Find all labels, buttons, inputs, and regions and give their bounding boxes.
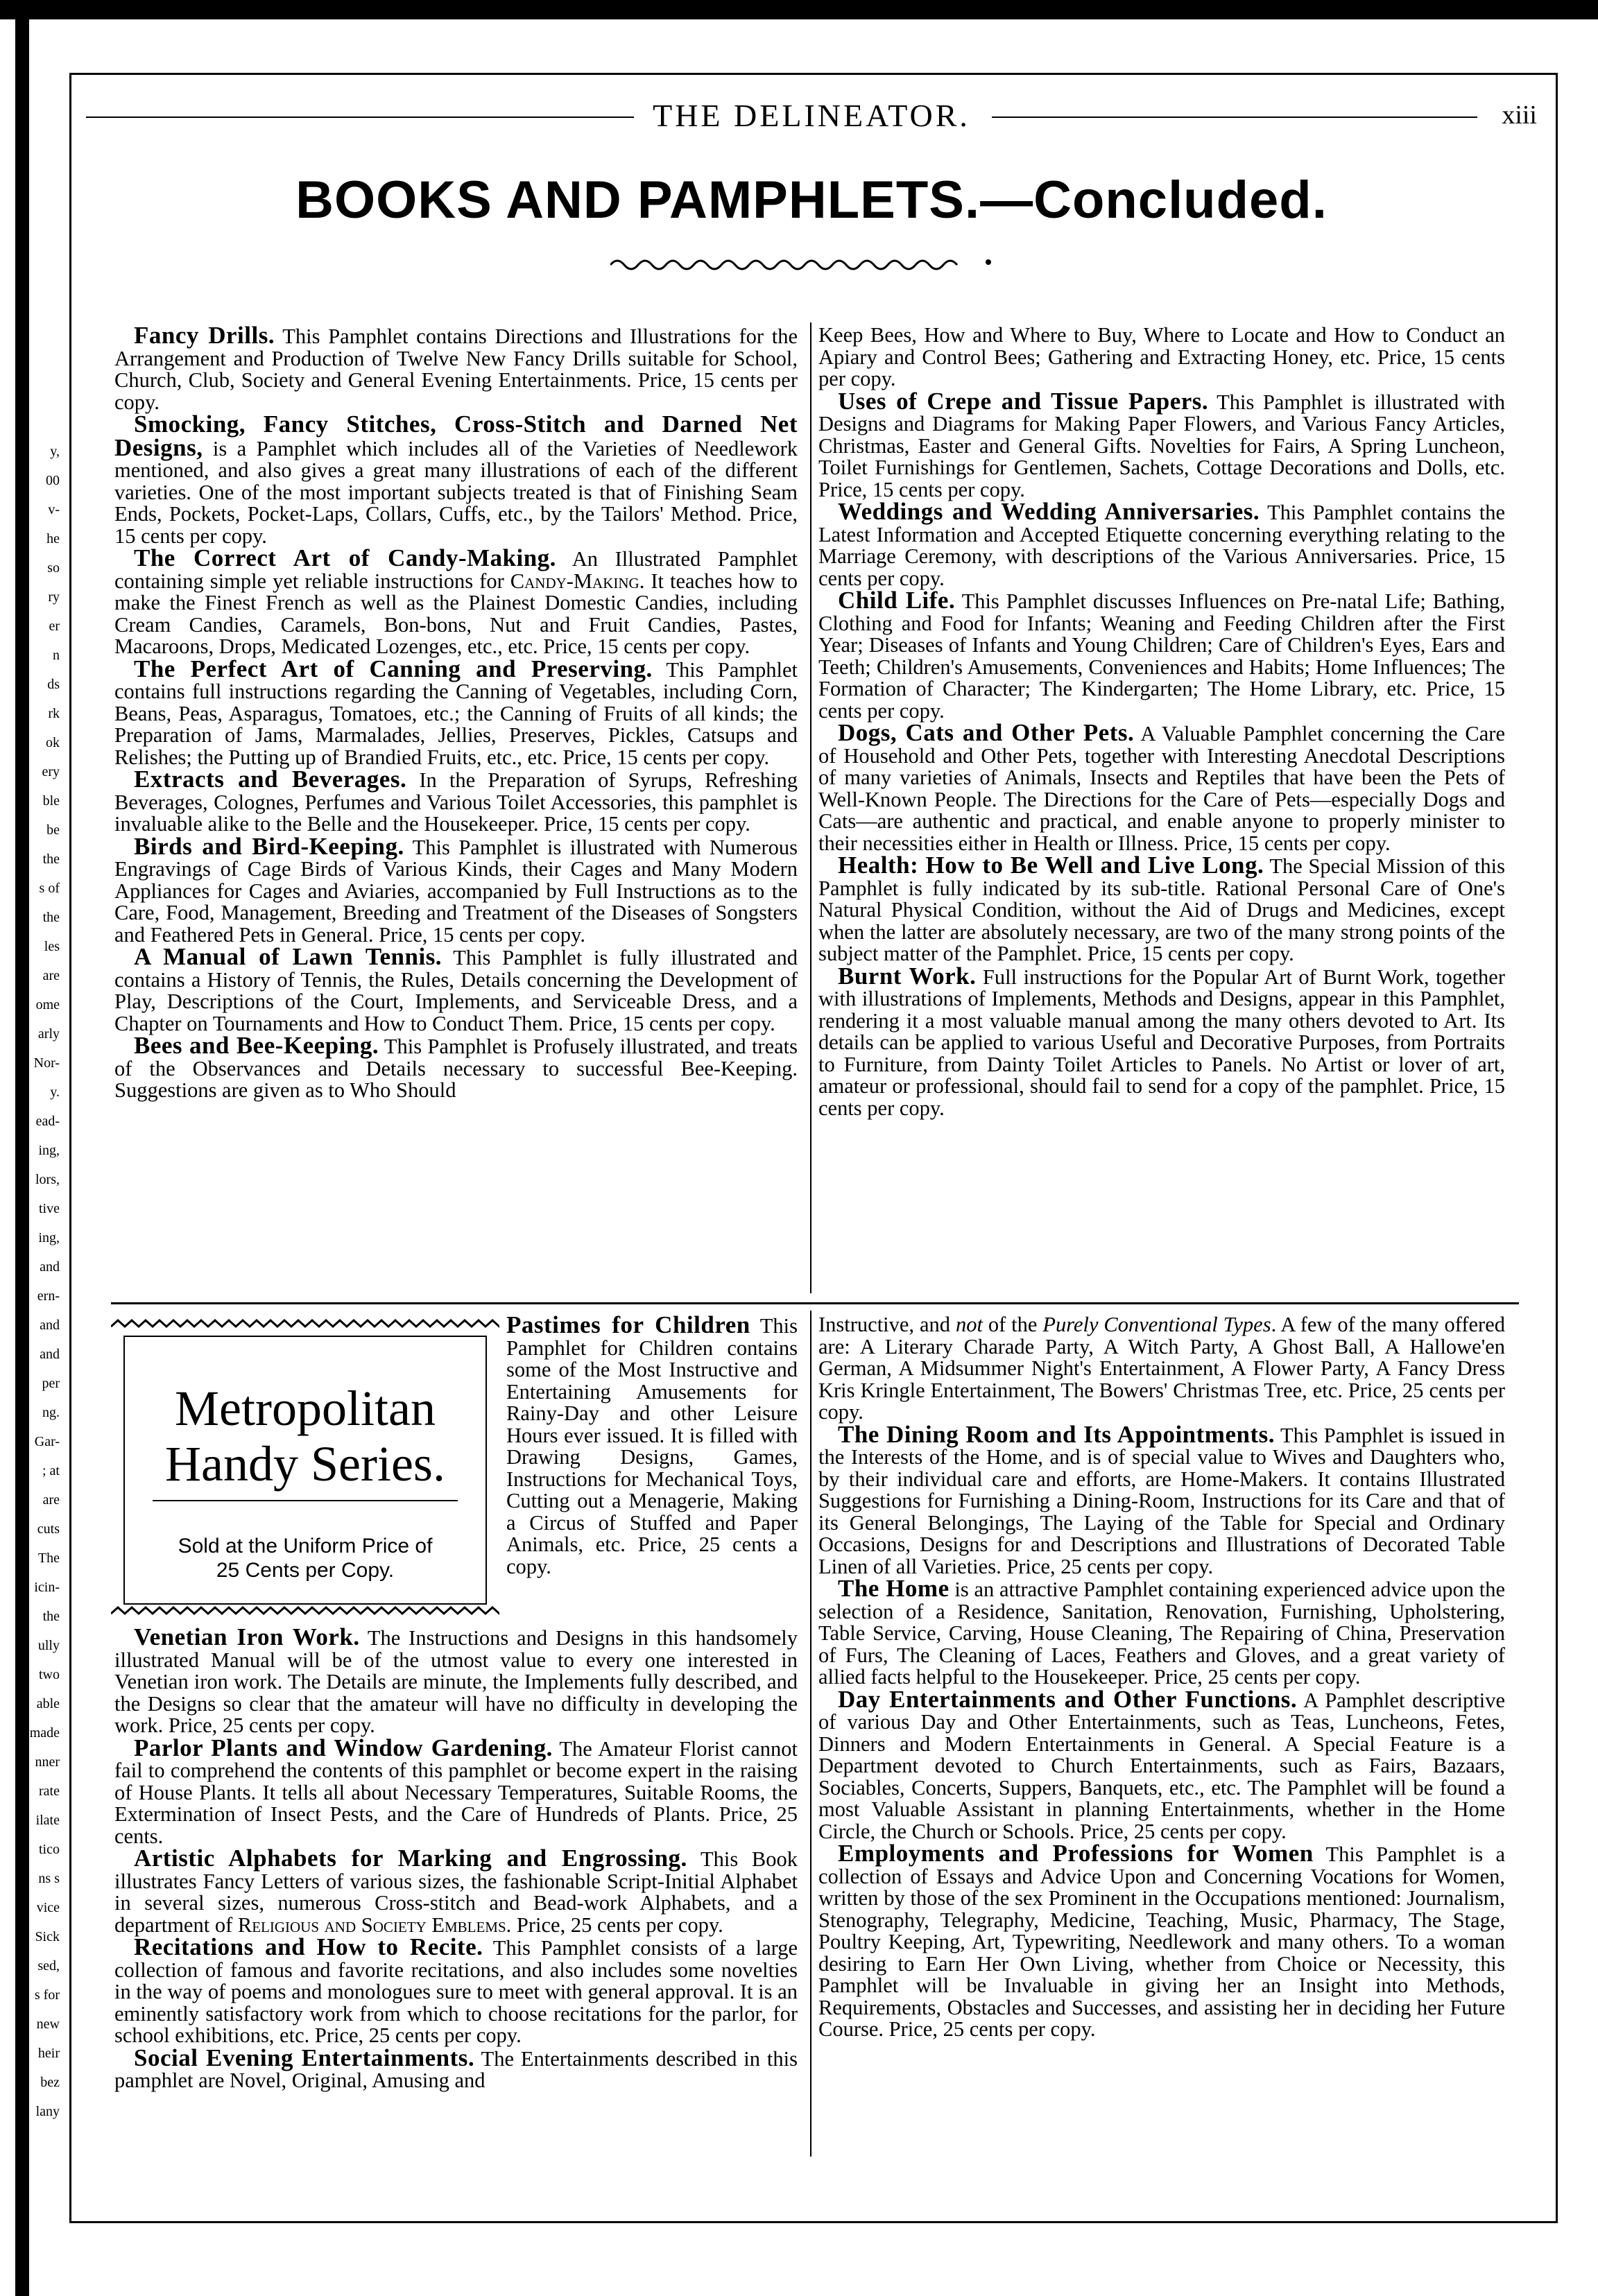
article-title: Fancy Drills.	[134, 322, 275, 349]
gutter-fragment: les	[44, 939, 60, 954]
article-title: The Dining Room and Its Appointments.	[838, 1420, 1275, 1448]
article-body: A Valuable Pamphlet concerning the Care of Household and Other Pets, together with Interesting Anecdotal Descriptions of many varieties of Animals, Insects and Reptiles that have been the Pets of Well-Known People. The Directions for the Care of Pets—especially Dogs and Cats—are authentic and practical, and enable anyone to properly minister to their necessities either in Health or Illness. Price, 15 cents per copy.	[818, 722, 1505, 855]
gutter-fragment: the	[42, 852, 60, 867]
article-entry	[114, 413, 798, 547]
gutter-fragment: Gar-	[34, 1434, 60, 1449]
gutter-fragment: ully	[37, 1638, 60, 1653]
pastimes-title: Pastimes for Children	[506, 1311, 750, 1338]
promo-underline	[153, 1500, 458, 1501]
article-entry	[114, 2044, 798, 2092]
promo-border-bottom	[111, 1606, 499, 1621]
article-body: An Illustrated Pamphlet containing simple yet reliable instructions for	[114, 547, 798, 593]
running-header	[69, 90, 1554, 146]
article-body: This Pamphlet is illustrated with Designs and Diagrams for Making Paper Flowers, and Various Fancy Articles, Christmas, Easter and General Gifts. Novelties for Fairs, A Spring Luncheon, Toilet Furnishings for Gentlemen, Sachets, Cottage Decorations and Dolls, etc. Price, 15 cents per copy.	[818, 390, 1505, 501]
gutter-fragment: rk	[48, 706, 60, 721]
gutter-fragment: icin-	[34, 1580, 60, 1595]
article-body: The Special Mission of this Pamphlet is fully indicated by its sub-title. Rational Personal Care of One's Natural Physical Condition, without the Aid of Drugs and Medicines, except when the latter are absolutely necessary, are two of the many strong points of the subject matter of the Pamphlet. Price, 15 cents per copy.	[818, 854, 1505, 965]
gutter-fragment: tive	[39, 1201, 60, 1216]
gutter-fragment: s for	[34, 1987, 60, 2003]
promo-price-line1: Sold at the Uniform Price of	[178, 1535, 433, 1557]
promo-title-line1: Metropolitan	[175, 1381, 436, 1436]
gutter-fragment: ome	[35, 997, 60, 1012]
article-entry	[818, 498, 1505, 590]
article-entry	[818, 589, 1505, 722]
article-body: Keep Bees, How and Where to Buy, Where to Locate and How to Conduct an Apiary and Control Bees; Gathering and Extracting Honey, etc. Price, 15 cents per copy.	[818, 323, 1505, 390]
article-title: Burnt Work.	[838, 962, 977, 990]
gutter-fragment: be	[46, 822, 60, 838]
gutter-fragment: vice	[36, 1900, 60, 1915]
article-entry	[114, 1847, 798, 1936]
gutter-fragment: ds	[47, 677, 60, 692]
article-entry	[114, 655, 798, 769]
article-body: Full instructions for the Popular Art of Burnt Work, together with illustrations of Implements, Methods and Designs, appear in this Pamphlet, rendering it a most valuable manual among the many others devoted to Art. Its details can be applied to various Useful and Decorative Purposes, from Portraits to Furniture, from Dainty Toilet Articles to Panels. No Artist or lover of art, amateur or professional, should fail to send for a copy of the pamphlet. Price, 15 cents per copy.	[818, 965, 1505, 1120]
article-entry	[114, 768, 798, 836]
article-entry	[818, 1842, 1505, 2041]
page-number: xiii	[1502, 101, 1537, 130]
article-body: is a Pamphlet which includes all of the Varieties of Needlework mentioned, and also gives a great many illustrations of each of the different varieties. One of the most important subjects treated is that of Finishing Seam Ends, Pockets, Pocket-Laps, Collars, Cuffs, etc., by the Tailors' Method. Price, 15 cents per copy.	[114, 436, 798, 548]
gutter-fragment: new	[36, 2017, 60, 2032]
gutter-fragment: per	[42, 1376, 60, 1391]
gutter-fragment: s of	[39, 881, 60, 896]
gutter-fragment: ing,	[38, 1143, 60, 1158]
article-body: This Book illustrates Fancy Letters of various sizes, the fashionable Script-Initial Alphabet in several sizes, numerous Cross-stitch and Bead-work Alphabets, and a department of	[114, 1847, 798, 1937]
promo-price-line2: 25 Cents per Copy.	[216, 1559, 395, 1582]
article-title: The Correct Art of Candy-Making.	[134, 544, 556, 571]
article-body: A Pamphlet descriptive of various Day and Other Entertainments, such as Teas, Luncheons, Fetes, Dinners and Modern Entertainments in General. A Special Feature is a Department devoted to Church Entertainments, such as Fairs, Bazaars, Sociables, Concerts, Suppers, Banquets, etc., etc. The Pamphlet will be found a most Valuable Assistant in planning Entertainments, whether in the Home Circle, the Church or Schools. Price, 25 cents per copy.	[818, 1688, 1505, 1843]
lower-column-divider	[810, 1311, 811, 2157]
article-body: This Pamphlet is illustrated with Numerous Engravings of Cage Birds of Various Kinds, their Cages and Many Modern Appliances for Cages and Aviaries, accompanied by Full Instructions as to the Care, Food, Management, Breeding and Treatment of the Diseases of Songsters and Feathered Pets in General. Price, 15 cents per copy.	[114, 835, 798, 947]
article-body: This Pamphlet is Profusely illustrated, and treats of the Observances and Details necessary to successful Bee-Keeping. Suggestions are given as to Who Should	[114, 1035, 798, 1102]
gutter-fragment: and	[40, 1318, 60, 1333]
article-entry	[114, 322, 798, 414]
gutter-fragment: Sick	[35, 1929, 60, 1944]
article-title: Social Evening Entertainments.	[134, 2044, 475, 2071]
gutter-fragment: nner	[35, 1754, 60, 1770]
article-title: Health: How to Be Well and Live Long.	[838, 852, 1264, 879]
gutter-fragment: heir	[37, 2046, 60, 2061]
gutter-fragment: made	[29, 1725, 60, 1741]
article-body: This Pamphlet consists of a large collection of famous and favorite recitations, and also includes some novelties in the way of poems and monologues sure to meet with general approval. It is an eminently satisfactory work from which to choose recitations for the parlor, for school exhibitions, etc. Price, 25 cents per copy.	[114, 1936, 798, 2047]
gutter-fragment: lany	[35, 2104, 60, 2119]
gutter-fragment: two	[39, 1667, 60, 1682]
article-body: This Pamphlet is issued in the Interests of the Home, and is of special value to Wives and Daughters who, by their individual care and efforts, are Home-Makers. It contains Illustrated Suggestions for Furnishing a Dining-Room, Instructions for its Care and that of its General Belongings, The Laying of the Table for Special and Ordinary Occasions, Designs for and Descriptions and Illustrations of Decorated Table Linen of all Varieties. Price, 25 cents per copy.	[818, 1423, 1506, 1578]
article-entry	[114, 1032, 798, 1102]
article-entry	[818, 1575, 1506, 1689]
article-entry	[114, 943, 798, 1035]
gutter-fragment: the	[42, 910, 60, 925]
article-entry	[114, 1623, 798, 1737]
article-entry	[114, 832, 798, 947]
article-body: In the Preparation of Syrups, Refreshing Beverages, Colognes, Perfumes and Various Toilet Accessories, this pamphlet is invaluable alike to the Belle and the Housekeeper. Price, 15 cents per copy.	[114, 768, 798, 836]
gutter-fragment: he	[46, 531, 60, 546]
gutter-fragment: arly	[37, 1026, 60, 1042]
article-title: Bees and Bee-Keeping.	[134, 1032, 379, 1059]
upper-right-column	[818, 325, 1505, 1119]
gutter-fragment: and	[40, 1259, 60, 1275]
gutter-fragment: ok	[46, 735, 60, 750]
article-title: The Home	[838, 1575, 950, 1602]
article-entry	[818, 719, 1505, 855]
gutter-fragment: and	[40, 1347, 60, 1362]
article-entry	[114, 1734, 798, 1848]
gutter-fragment: ing,	[38, 1230, 60, 1245]
lower-left-column	[114, 1623, 798, 2092]
article-title: Child Life.	[838, 587, 956, 614]
gutter-fragment: ble	[42, 793, 60, 809]
article-body-smallcaps: Religious and Society Emblems	[237, 1913, 506, 1937]
gutter-fragment: n	[53, 648, 60, 663]
gutter-fragment: ; at	[42, 1463, 60, 1478]
pastimes-body: This Pamphlet for Children contains some of the Most Instructive and Entertaining Amusements for Rainy-Day and other Leisure Hours ever issued. It is filled with Drawing Designs, Games, Instructions for Mechanical Toys, Cutting out a Menagerie, Making a Circus of Stuffed and Paper Animals, etc. Price, 25 cents a copy.	[506, 1314, 798, 1578]
article-title: Birds and Bird-Keeping.	[134, 832, 404, 860]
article-body: This Pamphlet discusses Influences on Pre-natal Life; Bathing, Clothing and Food for Infants; Weaning and Feeding Children after the First Year; Diseases of Infants and Young Children; Care of Children's Eyes, Ears and Teeth; Children's Amusements, Conveniences and Habits; Home Influences; The Formation of Character; The Kindergarten; The Home Library, etc. Price, 15 cents per copy.	[818, 589, 1505, 723]
article-body: is an attractive Pamphlet containing experienced advice upon the selection of a Residence, Sanitation, Renovation, Furnishing, Upholstering, Table Service, Carving, House Cleaning, The Repairing of China, Preservation of Furs, The Cleaning of Laces, Feathers and Gloves, and a great variety of allied facts helpful to the Housekeeper. Price, 25 cents per copy.	[818, 1578, 1506, 1689]
article-title: Artistic Alphabets for Marking and Engrossing.	[134, 1845, 687, 1872]
article-body: The Amateur Florist cannot fail to comprehend the contents of this pamphlet or become expert in the raising of House Plants. It tells all about Necessary Temperatures, Suitable Rooms, the Extermination of Insect Pests, and the Care of Hundreds of Plants. Price, 25 cents.	[114, 1736, 798, 1848]
article-title: Recitations and How to Recite.	[134, 1933, 483, 1960]
article-entry	[818, 1685, 1505, 1843]
promo-border-top	[111, 1319, 499, 1334]
article-body: This Pamphlet contains full instructions regarding the Canning of Vegetables, including Corn, Beans, Peas, Asparagus, Tomatoes, etc.; the Canning of Fruits of all kinds; the Preparation of Jams, Marmalades, Jellies, Preserves, Pickles, Catsups and Relishes; the Putting up of Brandied Fruits, etc., etc. Price, 15 cents per copy.	[114, 657, 798, 769]
promo-inner-border	[123, 1336, 487, 1605]
article-body-smallcaps: Candy-Making	[510, 569, 639, 593]
gutter-fragment: ead-	[35, 1114, 60, 1129]
article-entry	[114, 1933, 798, 2047]
gutter-fragment: ery	[42, 764, 60, 779]
article-title: Dogs, Cats and Other Pets.	[838, 719, 1135, 746]
gutter-fragment: y,	[50, 444, 60, 459]
article-title: Employments and Professions for Women	[838, 1840, 1314, 1867]
gutter-fragment: the	[42, 1609, 60, 1624]
article-title: A Manual of Lawn Tennis.	[134, 943, 443, 970]
article-title: Uses of Crepe and Tissue Papers.	[838, 387, 1209, 415]
article-entry	[818, 1420, 1506, 1578]
article-body: of the	[982, 1313, 1043, 1336]
gutter-fragment: ry	[48, 589, 60, 605]
upper-column-divider	[810, 322, 811, 1293]
article-body: . A few of the many offered are: A Literary Charade Party, A Witch Party, A Ghost Ball, A Hallowe'en German, A Midsummer Night's Entertainment, A Flower Party, A Fancy Dress Kris Kringle Entertainment, The Bowers' Christmas Tree, etc. Price, 25 cents per copy.	[818, 1313, 1506, 1424]
running-title: THE DELINEATOR.	[653, 98, 970, 133]
article-entry	[114, 544, 798, 658]
article-title: Day Entertainments and Other Functions.	[838, 1685, 1298, 1713]
gutter-fragment: ilate	[35, 1813, 60, 1828]
article-body: This Pamphlet is fully illustrated and contains a History of Tennis, the Rules, Details concerning the Development of Play, Descriptions of the Court, Implements, and Serviceable Dress, and a Chapter on Tournaments and How to Conduct Them. Price, 15 cents per copy.	[114, 946, 798, 1035]
article-body: Instructive, and	[818, 1313, 956, 1336]
pastimes-for-children	[506, 1311, 798, 1578]
metropolitan-handy-series-box	[111, 1318, 499, 1623]
gutter-fragment: are	[42, 968, 60, 983]
lower-right-column	[818, 1314, 1505, 2041]
gutter-fragment: er	[49, 619, 60, 634]
gutter-fragment: rate	[39, 1784, 60, 1799]
ornament-squiggle	[610, 257, 999, 277]
article-title: Parlor Plants and Window Gardening.	[134, 1734, 553, 1761]
article-title: Smocking, Fancy Stitches, Cross-Stitch and Darned Net Designs,	[114, 411, 798, 461]
gutter-fragment: tico	[39, 1842, 60, 1857]
article-body: . It teaches how to make the Finest French as well as the Plainest Domestic Candies, including Cream Candies, Caramels, Bon-bons, Nut and Fruit Candies, Pastes, Macaroons, Drops, Medicated Lozenges, etc., etc. Price, 15 cents per copy.	[114, 569, 798, 658]
gutter-fragment: ng.	[42, 1405, 60, 1420]
article-title: The Perfect Art of Canning and Preserving.	[134, 655, 653, 682]
article-body: The Instructions and Designs in this handsomely illustrated Manual will be of the utmost value to every one interested in Venetian iron work. The Details are minute, the Implements fully described, and the Designs so clear that the amateur will have no difficulty in developing the work. Price, 25 cents per copy.	[114, 1626, 798, 1737]
article-entry	[818, 854, 1505, 965]
gutter-fragment: v-	[48, 502, 60, 517]
article-entry	[818, 962, 1505, 1120]
article-entry	[818, 325, 1505, 390]
gutter-fragment: Nor-	[33, 1055, 60, 1071]
gutter-fragment: The	[37, 1551, 60, 1566]
gutter-fragment: cuts	[37, 1521, 60, 1537]
article-body: . Price, 25 cents per copy.	[506, 1913, 723, 1937]
gutter-fragment: lors,	[35, 1172, 60, 1187]
article-body: This Pamphlet contains the Latest Information and Accepted Etiquette concerning everything relating to the Marriage Ceremony, with descriptions of the Various Anniversaries. Price, 15 cents per copy.	[818, 501, 1505, 590]
promo-title-line2: Handy Series.	[165, 1436, 445, 1492]
article-entry	[818, 1314, 1505, 1424]
article-title: Extracts and Beverages.	[134, 766, 407, 793]
gutter-fragment: so	[47, 560, 60, 576]
gutter-fragment: ns s	[38, 1871, 60, 1886]
gutter-fragment: bez	[40, 2075, 60, 2090]
article-body: This Pamphlet is a collection of Essays and Advice Upon and Concerning Vocations for Women, written by those of the sex Prominent in the Occupations mentioned: Journalism, Stenography, Telegraphy, Medicine, Teaching, Music, Pharmacy, The Stage, Poultry Keeping, Art, Typewriting, Needlework and many others. To a woman desiring to Earn Her Own Living, whether from Choice or Necessity, this Pamphlet will be Invaluable in giving her an Insight into Methods, Requirements, Obstacles and Successes, and assisting her in deciding her Future Course. Price, 25 cents per copy.	[818, 1842, 1505, 2041]
article-body: The Entertainments described in this pamphlet are Novel, Original, Amusing and	[114, 2046, 798, 2092]
article-body: This Pamphlet contains Directions and Illustrations for the Arrangement and Production of Twelve New Fancy Drills suitable for School, Church, Club, Society and General Evening Entertainments. Price, 15 cents per copy.	[114, 325, 798, 414]
article-entry	[818, 387, 1505, 501]
adjacent-page-gutter	[0, 28, 62, 2288]
gutter-fragment: y.	[50, 1085, 60, 1100]
top-border	[0, 0, 1598, 19]
gutter-fragment: ern-	[37, 1288, 60, 1304]
article-body-italic: not	[955, 1313, 983, 1336]
gutter-fragment: 00	[46, 473, 60, 488]
upper-left-column	[114, 322, 798, 1102]
gutter-fragment: sed,	[37, 1958, 60, 1974]
article-body-italic: Purely Conventional Types	[1042, 1313, 1271, 1336]
page-headline: BOOKS AND PAMPHLETS.—Concluded.	[295, 171, 1328, 230]
article-title: Weddings and Wedding Anniversaries.	[838, 498, 1260, 525]
gutter-fragment: able	[36, 1696, 60, 1711]
article-title: Venetian Iron Work.	[134, 1623, 360, 1650]
section-divider	[111, 1302, 1519, 1304]
gutter-fragment: are	[42, 1492, 60, 1508]
